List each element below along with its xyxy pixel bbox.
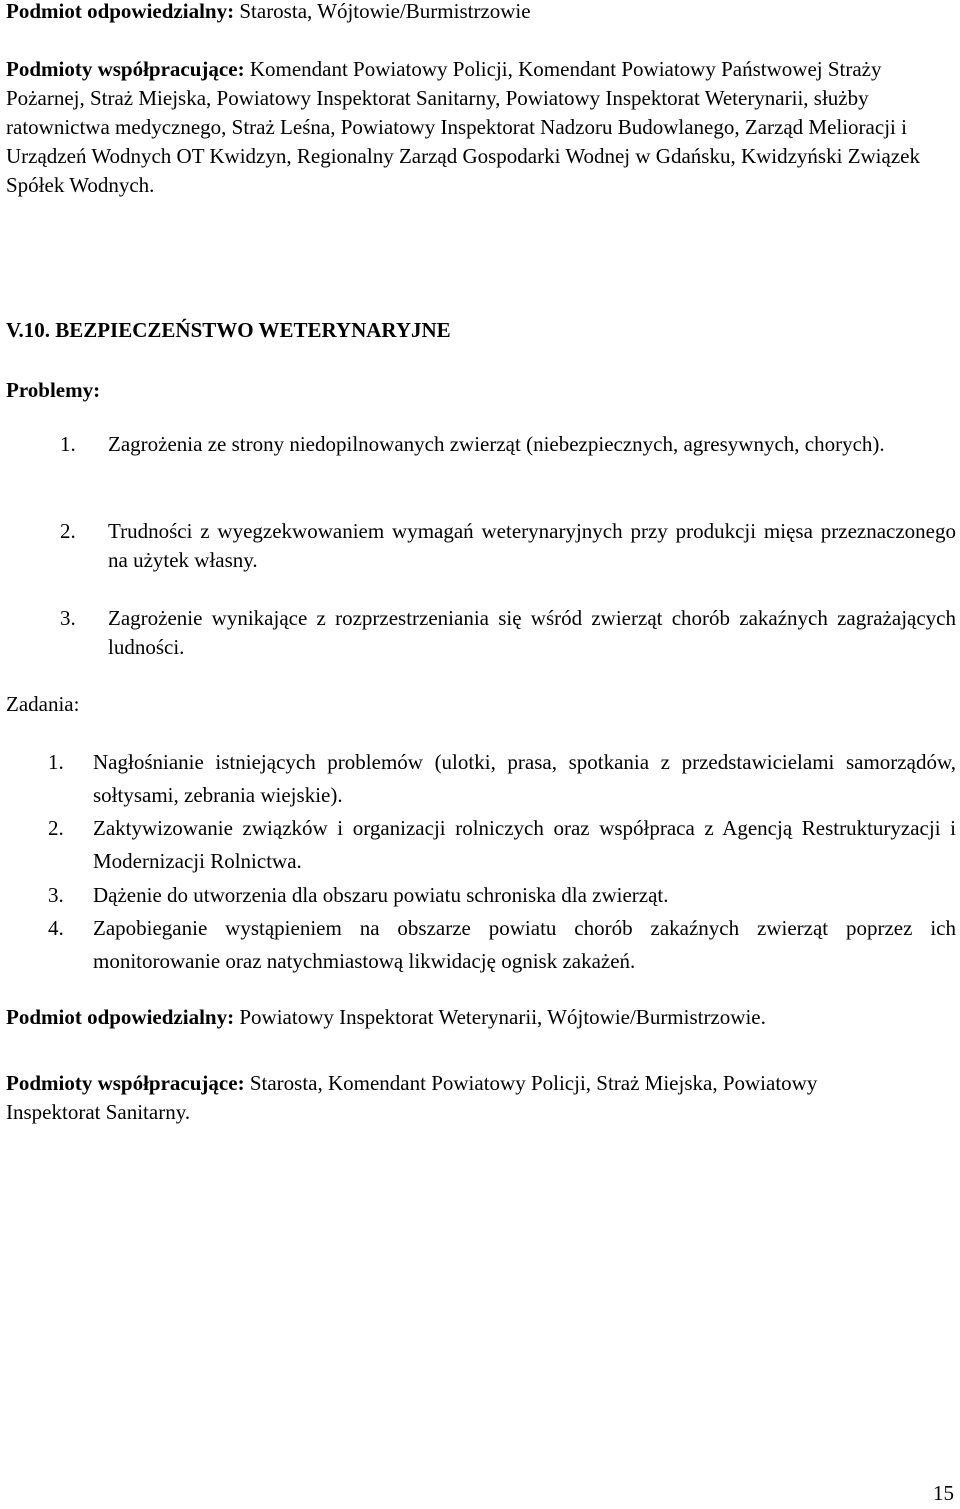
tasks-label: Zadania: (6, 692, 80, 716)
task-text: Zaktywizowanie związków i organizacji rolniczych oraz współpraca z Agencją Restrukturyzacji i Modernizacji Rolnictwa. (93, 816, 956, 873)
section-cooperating-value: Starosta, Komendant Powiatowy Policji, Straż Miejska, Powiatowy Inspektorat Sanitarny. (6, 1071, 818, 1124)
section-responsible-value: Powiatowy Inspektorat Weterynarii, Wójtowie/Burmistrzowie. (234, 1005, 766, 1029)
problem-text: Trudności z wyegzekwowaniem wymagań weterynaryjnych przy produkcji mięsa przeznaczonego na użytek własny. (108, 519, 956, 572)
page-number: 15 (933, 1481, 954, 1505)
problem-number: 2. (60, 519, 76, 543)
section-responsible-paragraph (6, 1003, 956, 1032)
problem-item-3 (60, 604, 956, 662)
task-number: 2. (48, 816, 64, 840)
task-number: 4. (48, 916, 64, 940)
task-item-3 (48, 879, 956, 912)
problem-item-2 (60, 517, 956, 575)
top-cooperating-label: Podmioty współpracujące: (6, 57, 245, 81)
task-text: Zapobieganie wystąpieniem na obszarze powiatu chorób zakaźnych zwierząt poprzez ich monitorowanie oraz natychmiastową likwidację ognisk zakażeń. (93, 916, 956, 973)
problem-item-1 (60, 430, 956, 459)
task-item-1 (48, 746, 956, 812)
section-cooperating-label: Podmioty współpracujące: (6, 1071, 245, 1095)
task-item-2 (48, 812, 956, 878)
problem-text: Zagrożenia ze strony niedopilnowanych zwierząt (niebezpiecznych, agresywnych, chorych). (108, 432, 885, 456)
top-responsible-paragraph (6, 0, 956, 26)
task-text: Nagłośnianie istniejących problemów (ulotki, prasa, spotkania z przedstawicielami samorządów, sołtysami, zebrania wiejskie). (93, 750, 956, 807)
problem-text: Zagrożenie wynikające z rozprzestrzeniania się wśród zwierząt chorób zakaźnych zagrażających ludności. (108, 606, 956, 659)
section-title: V.10. BEZPIECZEŃSTWO WETERYNARYJNE (6, 318, 451, 342)
task-number: 3. (48, 883, 64, 907)
top-responsible-value: Starosta, Wójtowie/Burmistrzowie (234, 0, 531, 23)
problems-label: Problemy: (6, 378, 101, 402)
top-cooperating-paragraph (6, 55, 936, 200)
section-responsible-label: Podmiot odpowiedzialny: (6, 1005, 235, 1029)
task-number: 1. (48, 750, 64, 774)
task-item-4 (48, 912, 956, 978)
task-text: Dążenie do utworzenia dla obszaru powiatu schroniska dla zwierząt. (93, 883, 669, 907)
problem-number: 3. (60, 606, 76, 630)
top-cooperating-value: Komendant Powiatowy Policji, Komendant Powiatowy Państwowej Straży Pożarnej, Straż Miejska, Powiatowy Inspektorat Sanitarny, Powiatowy Inspektorat Weterynarii, służby ratownictwa medycznego, Straż Leśna, Powiatowy Inspektorat Nadzoru Budowlanego, Zarząd Melioracji i Urządzeń Wodnych OT Kwidzyn, Regionalny Zarząd Gospodarki Wodnej w Gdańsku, Kwidzyński Związek Spółek Wodnych. (6, 57, 920, 197)
top-responsible-label: Podmiot odpowiedzialny: (6, 0, 235, 23)
problem-number: 1. (60, 432, 76, 456)
section-cooperating-paragraph (6, 1069, 876, 1127)
